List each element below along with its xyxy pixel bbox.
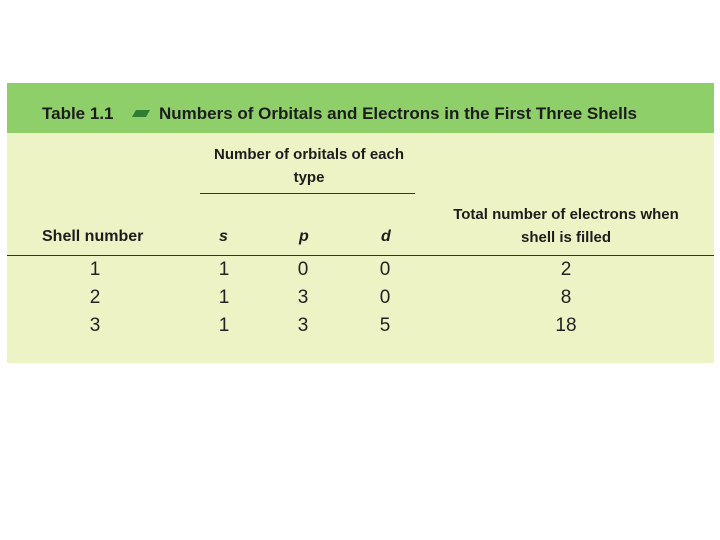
cell-total: 2 bbox=[560, 259, 572, 280]
cell-shell: 1 bbox=[89, 259, 101, 280]
cell-s: 1 bbox=[218, 287, 230, 308]
orbitals-group-header: Number of orbitals of each type bbox=[213, 146, 405, 186]
table-title: Numbers of Orbitals and Electrons in the First Three Shells bbox=[159, 104, 637, 123]
cell-shell: 3 bbox=[89, 315, 101, 336]
cell-p: 0 bbox=[297, 259, 309, 280]
column-header-shell: Shell number bbox=[42, 228, 144, 245]
cell-p: 3 bbox=[297, 287, 309, 308]
column-header-d: d bbox=[381, 228, 391, 245]
column-header-s: s bbox=[219, 228, 228, 245]
column-header-total: Total number of electrons when shell is filled bbox=[453, 206, 679, 246]
cell-total: 8 bbox=[560, 287, 572, 308]
cell-total: 18 bbox=[555, 315, 577, 336]
cell-d: 0 bbox=[379, 259, 391, 280]
orbitals-group-rule bbox=[200, 193, 415, 194]
cell-d: 5 bbox=[379, 315, 391, 336]
table-label: Table 1.1 bbox=[42, 104, 114, 123]
cell-p: 3 bbox=[297, 315, 309, 336]
cell-s: 1 bbox=[218, 259, 230, 280]
cell-d: 0 bbox=[379, 287, 391, 308]
header-rule bbox=[7, 255, 714, 256]
column-header-p: p bbox=[299, 228, 309, 245]
cell-s: 1 bbox=[218, 315, 230, 336]
cell-shell: 2 bbox=[89, 287, 101, 308]
table-panel bbox=[7, 83, 714, 363]
